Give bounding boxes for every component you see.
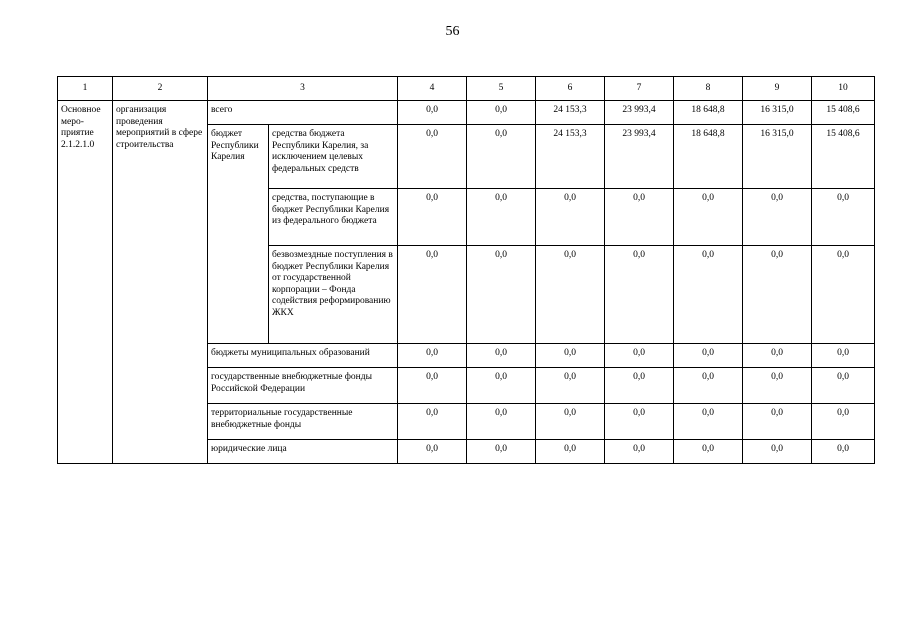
value-cell: 24 153,3 [536, 101, 605, 125]
value-cell: 15 408,6 [812, 101, 875, 125]
row-label: государственные внебюджетные фонды Российской Федерации [208, 368, 398, 404]
value-cell: 0,0 [467, 189, 536, 246]
value-cell: 0,0 [467, 368, 536, 404]
value-cell: 0,0 [398, 125, 467, 189]
value-cell: 0,0 [674, 189, 743, 246]
page-number: 56 [445, 24, 460, 39]
header-row [58, 77, 875, 101]
value-cell: 0,0 [536, 189, 605, 246]
header-cell: 3 [208, 77, 398, 101]
value-cell: 0,0 [398, 246, 467, 344]
row-label: бюджеты муниципальных образований [208, 344, 398, 368]
value-cell: 23 993,4 [605, 125, 674, 189]
value-cell: 0,0 [743, 368, 812, 404]
value-cell: 15 408,6 [812, 125, 875, 189]
header-cell: 7 [605, 77, 674, 101]
value-cell: 0,0 [398, 368, 467, 404]
value-cell: 0,0 [398, 101, 467, 125]
header-cell: 6 [536, 77, 605, 101]
budget-table [57, 76, 875, 464]
value-cell: 0,0 [812, 189, 875, 246]
value-cell: 0,0 [467, 404, 536, 440]
header-cell: 4 [398, 77, 467, 101]
value-cell: 0,0 [467, 125, 536, 189]
value-cell: 0,0 [536, 404, 605, 440]
value-cell: 0,0 [812, 404, 875, 440]
measure-description: организация проведения мероприятий в сфере строительства [113, 101, 208, 464]
value-cell: 0,0 [605, 368, 674, 404]
value-cell: 16 315,0 [743, 101, 812, 125]
value-cell: 0,0 [674, 344, 743, 368]
header-cell: 2 [113, 77, 208, 101]
row-label: средства бюджета Республики Карелия, за исключением целевых федеральных средств [269, 125, 398, 189]
value-cell: 0,0 [467, 101, 536, 125]
value-cell: 0,0 [674, 440, 743, 464]
value-cell: 0,0 [467, 344, 536, 368]
header-cell: 8 [674, 77, 743, 101]
value-cell: 0,0 [743, 189, 812, 246]
header-cell: 9 [743, 77, 812, 101]
value-cell: 0,0 [812, 440, 875, 464]
measure-name: Основное меро-приятие 2.1.2.1.0 [58, 101, 113, 464]
value-cell: 0,0 [467, 246, 536, 344]
value-cell: 0,0 [743, 344, 812, 368]
value-cell: 0,0 [467, 440, 536, 464]
value-cell: 0,0 [398, 344, 467, 368]
value-cell: 0,0 [812, 368, 875, 404]
row-label: территориальные государственные внебюджетные фонды [208, 404, 398, 440]
value-cell: 24 153,3 [536, 125, 605, 189]
budget-group-label: бюджет Республики Карелия [208, 125, 269, 344]
value-cell: 0,0 [674, 246, 743, 344]
value-cell: 0,0 [743, 246, 812, 344]
value-cell: 0,0 [605, 440, 674, 464]
header-cell: 10 [812, 77, 875, 101]
row-label: безвозмездные поступления в бюджет Республики Карелия от государственной корпорации – Фонда содействия реформированию ЖКХ [269, 246, 398, 344]
value-cell: 0,0 [743, 404, 812, 440]
row-label: юридические лица [208, 440, 398, 464]
header-cell: 1 [58, 77, 113, 101]
value-cell: 0,0 [674, 404, 743, 440]
value-cell: 0,0 [812, 344, 875, 368]
value-cell: 0,0 [674, 368, 743, 404]
table-row [58, 101, 875, 125]
value-cell: 0,0 [605, 404, 674, 440]
value-cell: 0,0 [605, 344, 674, 368]
value-cell: 0,0 [398, 404, 467, 440]
value-cell: 0,0 [605, 246, 674, 344]
value-cell: 0,0 [536, 344, 605, 368]
value-cell: 0,0 [536, 368, 605, 404]
value-cell: 23 993,4 [605, 101, 674, 125]
row-label: средства, поступающие в бюджет Республики Карелия из федерального бюджета [269, 189, 398, 246]
value-cell: 0,0 [812, 246, 875, 344]
value-cell: 0,0 [743, 440, 812, 464]
value-cell: 0,0 [605, 189, 674, 246]
value-cell: 0,0 [398, 189, 467, 246]
value-cell: 18 648,8 [674, 125, 743, 189]
value-cell: 18 648,8 [674, 101, 743, 125]
row-label: всего [208, 101, 398, 125]
value-cell: 16 315,0 [743, 125, 812, 189]
value-cell: 0,0 [536, 440, 605, 464]
value-cell: 0,0 [398, 440, 467, 464]
header-cell: 5 [467, 77, 536, 101]
value-cell: 0,0 [536, 246, 605, 344]
